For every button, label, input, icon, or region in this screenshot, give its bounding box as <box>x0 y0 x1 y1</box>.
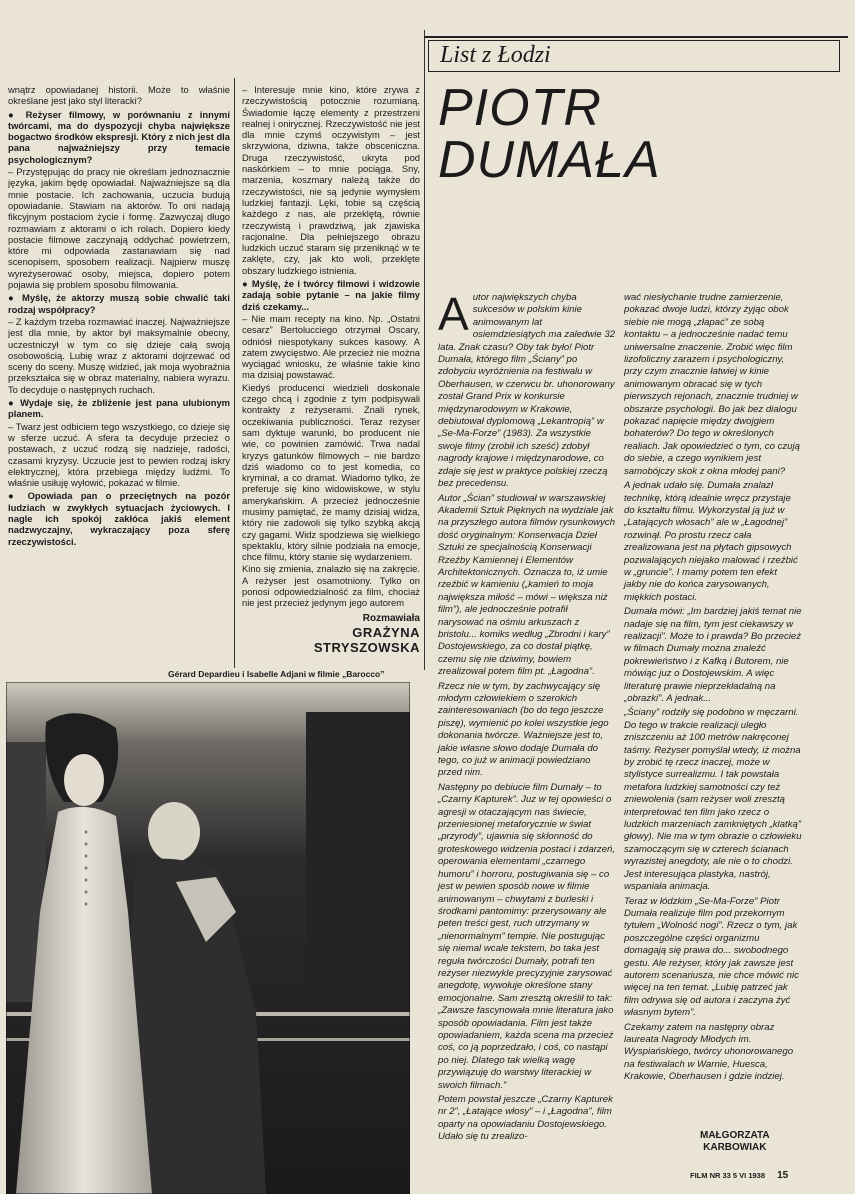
paragraph: Czekamy zatem na następny obraz laureata Nagrody Młodych im. Wyspiańskiego, twórcy uhonorowanego na festiwalach w Warnie, Huesca, Krakowie, Oberhausen i gdzie indziej. <box>624 1021 794 1083</box>
paragraph: utor największych chyba sukcesów w polskim kinie animowanym lat osiemdziesiątych ma zaledwie 32 lata. Znak czasu? Oby tak było! Piotr Dumała, którego film „Ściany” po zdobyciu wyróżnienia na festiwalu w Oberhausen, w czerwcu br. uhonorowany został Grand Prix w konkursie międzynarodowym w Krakowie, debiutował dyplomową „Lekantropią” w „Se-Ma-Forze” (1983). Za wszystkie swoje filmy (zrobił ich sześć) zdobył nagrody krajowe i międzynarodowe, co zdaje się jest w praktyce polskiej rzeczą bez precedensu. <box>438 292 616 490</box>
paragraph: Potem powstał jeszcze „Czarny Kapturek nr 2”, „Łatające włosy” – i „Łagodna”, film oparty na opowiadaniu Dostojewskiego. Udało się tu zrealizo- <box>438 1094 613 1143</box>
paragraph: Kino się zmienia, znalazło się na zakręcie. A reżyser jest osamotniony. Tylko on ponosi odpowiedzialność za film, chociaż nie jest przecież jedynym jego autorem <box>242 563 420 609</box>
paragraph: Autor „Ścian” studiował w warszawskiej Akademii Sztuk Pięknych na wydziale jak na przyszłego autora filmów rysunkowych dość oryginalnym: Konserwacja Dzieł Sztuki ze specjalnością Konserwacji Rzeźby Kamiennej i Elementów Architektonicznych. Oznacza to, iż umie rzeźbić w kamieniu („kamień to moja największa miłość – mówi – większa niż film”), ale jednocześnie potrafił narysować na ośmiu arkuszach z bristolu... komiks według „Zbrodni i kary” Dostojewskiego, za co dostał piątkę, czemu się nie dziwimy, bowiem zrealizował potem film pt. „Łagodna”. <box>438 492 616 678</box>
interview-column-middle <box>242 84 420 655</box>
title-first-name: PIOTR <box>438 79 602 137</box>
paragraph: A jednak udało się. Dumała znalazł technikę, którą idealnie wręcz przystaje do kształtu filmu. Wykorzystał ją już w „Latających włosach” ale w „Łagodnej” rozwinął. Po prostu rzecz cała zrealizowana jest na płytach gipsowych pozwalających niejako malować i rzeźbić w „gruncie”. I mamy potem ten efekt jakby nie do końca zarysowanych, miękkich postaci. <box>624 480 798 603</box>
byline-name-first: GRAŻYNA <box>352 624 420 640</box>
paragraph: wać niesłychanie trudne zamierzenie, pokazać dwoje ludzi, którzy żyjąc obok siebie nie mogą „złapać” ze sobą kontaktu – a jednocześnie nadać temu uniwersalne znaczenie. Zrobić więc film lizofoliczny zarazem i psychologiczny, przy czym znacznie łatwiej w kinie animowanym obracać się w tych pierwszych rejonach, znacznie trudniej w obszarze psychologii. Bo jak bez dialogu pokazać napięcie między dwojgiem bohaterów? Do tego w określonych realiach. Jak opowiedzieć o tym, co czują do siebie, a czego wynikiem jest samobójczy skok z okna młodej pani? <box>624 292 800 477</box>
interview-question: ● Myślę, że aktorzy muszą sobie chwalić taki rodzaj współpracy? <box>8 292 230 315</box>
film-still-illustration <box>6 682 410 1194</box>
interview-question: ● Myślę, że i twórcy filmowi i widzowie zadają sobie pytanie – na jakie filmy dziś czekamy... <box>242 278 420 312</box>
interview-column-left <box>8 84 230 548</box>
page-footer <box>690 1170 788 1181</box>
byline-name-last: STRYSZOWSKA <box>313 639 420 655</box>
interview-question: ● Reżyser filmowy, w porównaniu z innymi twórcami, ma do dyspozycji chyba największe bogactwo środków ekspresji. Który z nich jest dla pana najważniejszy przy temacie psychologicznym? <box>8 108 230 165</box>
article-column-left <box>438 288 616 1146</box>
issue-info: FILM NR 33 5 VI 1938 <box>690 1171 766 1180</box>
interview-byline <box>242 613 420 655</box>
byline-label: Rozmawiała <box>362 612 420 624</box>
paragraph: – Z każdym trzeba rozmawiać inaczej. Najważniejsze jest dla mnie, by aktor był maksymalnie obecny, uczestniczył w tym co się dzieje całą swoją osobowością. Lubię wraz z aktorami dojrzewać od sceny do sceny. Muszę widzieć, jak moja wyobraźnia przekształca się w obraz materialny, nabiera wyrazu. To decyduje o następnych ruchach. <box>8 315 230 395</box>
paragraph: – Przystępując do pracy nie określam jednoznacznie języka, jakim będę opowiadał. Najważniejsze są dla mnie postacie. Ich zachowania, uczucia budują opowiadanie. Stawiam na aktorów. To oni nadają fikcyjnym postaciom życie i formę. Zazwyczaj długo rozmawiam z aktorami o ich rolach. Dopiero kiedy postacie filmowe zaczynają oddychać powietrzem, które mi odpowiada zastanawiam się nad scenopisem, sposobem realizacji. Najpierw muszę wyreżyserować osoby, miejsca, dopiero potem pojawia się problem sposobu filmowania. <box>8 166 230 291</box>
article-author <box>700 1130 770 1154</box>
paragraph: – Nie mam recepty na kino. Np. „Ostatni cesarz” Bertolucciego otrzymał Oscary, odniósł niespotykany sukces kasowy. A zatem zwycięstwo. Ale przecież nie można wyciągać wniosku, że właśnie takie kino ma dzisiaj powstawać. <box>242 312 420 381</box>
column-rule <box>424 30 425 670</box>
paragraph: Dumała mówi: „Im bardziej jakiś temat nie nadaje się na film, tym jest ciekawszy w realizacji”. Może to i prawda? Bo przecież w filmach Dumały można znaleźć pokrewieństwo i z Kafką i Butorem, nie mówiąc juz o Dostojewskim. A więc literaturę prawie nieprzekładalną na „obrazki”. A jednak... <box>624 606 802 704</box>
photo-caption: Gérard Depardieu i Isabelle Adjani w filmie „Barocco” <box>168 669 385 679</box>
header-rule <box>424 36 848 38</box>
section-title: List z Łodzi <box>440 42 551 68</box>
paragraph: wnątrz opowiadanej historii. Może to właśnie określane jest jako styl literacki? <box>8 84 230 107</box>
column-rule <box>234 78 235 668</box>
author-last-name: KARBOWIAK <box>703 1142 767 1153</box>
paragraph: Rzecz nie w tym, by zachwycający się młodym człowiekiem o szerokich zainteresowaniach (bo do tego jeszcze piszę), wymienić po kolei wszystkie jego dokonania twórcze. Ważniejsze jest to, jakie własne słowo dodaje Dumała do tego, co już w animacji powiedziano przed nim. <box>438 680 609 779</box>
paragraph: – Interesuje mnie kino, które zrywa z rzeczywistością potocznie rozumianą. Świadomie łączę elementy z przestrzeni realnej i onirycznej. Rzeczywistość nie jest dla mnie czymś oczywistym – jest skrzywiona, dziwna, także obsceniczna. Druga rzeczywistość, ukryta pod naskórkiem – to mnie pociąga. Sny, marzenia, koszmary należą także do rzeczywistości, nie są jedynie wymysłem ludzkiej fantazji. Lęki, tobie są częścią każdego z nas, ale przeklętą, równie rzeczywistą i prawdziwą, jak zjawiska racjonalne. Dla pełniejszego obrazu ludzkich uczuć staram się przeniknąć w te zaklęte, czy, jak kto woli, przeklęte obszary ludzkiego istnienia. <box>242 84 420 276</box>
paragraph: – Twarz jest odbiciem tego wszystkiego, co dzieje się w sferze uczuć. A sfera ta decyduje przecież o postawach, z uczuć rodzą się nadzieje, radości, czasami kryzysy. Uczucie jest to pewien rodzaj iskry elektrycznej, która przebiega między ludźmi. To właśnie usiłuję wyłowić, pokazać w filmie. <box>8 420 230 489</box>
drop-cap: A <box>438 288 469 340</box>
interview-question: ● Wydaje się, że zbliżenie jest pana ulubionym planem. <box>8 397 230 420</box>
interview-question: ● Opowiada pan o przeciętnych na pozór ludziach w zwykłych sytuacjach życiowych. I nagle ich spokój zakłóca jakiś element nadzwyczajny, wykraczający poza sferę rzeczywistości. <box>8 490 230 547</box>
film-still-photo <box>6 682 410 1194</box>
author-first-name: MAŁGORZATA <box>700 1130 770 1141</box>
paragraph: Teraz w łódzkim „Se-Ma-Forze” Piotr Dumała realizuje film pod przekornym tytułem „Wolność nogi”. Rzecz o tym, jak poszczególne części organizmu domagają się prawa do... swobodnego gestu. Ale reżyser, który jak zawsze jest autorem scenariusza, nie chce mówić nic więcej na ten temat. „Lubię patrzeć jak film odrywa się od autora i zaczyna żyć własnym bytem”. <box>624 895 799 1019</box>
title-last-name: DUMAŁA <box>438 131 661 189</box>
article-column-right <box>624 292 802 1086</box>
paragraph: Kiedyś producenci wiedzieli doskonale czego chcą i zgodnie z tym podpisywali kontrakty z reżyserami. Znali rynek, oczekiwania publiczności. Teraz reżyser sam dyktuje warunki, bo producent nie wie, co powinien zamówić. Trwa nadal kryzys gatunków filmowych – nie bardzo dziś wiadomo co to jest komedia, co kryminał, a co dramat. Wiadomo tylko, że preferuje się kino widowiskowe, w stylu amerykańskim. A przecież jednocześnie musimy pamiętać, że mamy dzisiaj widza, który nie zadowoli się tylko szybką akcją czy gagami. Widz spodziewa się wielkiego spektaklu, który silnie podziała na emocje, chce filmu, który stanie się wydarzeniem. <box>242 381 420 563</box>
page-number: 15 <box>777 1170 789 1181</box>
paragraph: „Ściany” rodziły się podobno w męczarni. Do tego w trakcie realizacji uległo zniszczeniu aż 100 metrów nakręconej taśmy. Reżyser pomyślał wtedy, iż można by zrobić tę rzecz inaczej, może w stylistyce surrealizmu. I tak powstała metafora ludzkiej samotności czy też zniewolenia (sam reżyser woli zresztą interpretować ten film jako rzecz o ludzkich marzeniach zamkniętych „klatką” głowy). Nie ma w tym obrazie o człowieku szamoczącym się w czterech ścianach wyrazistej anegdoty, ale nie o to chodzi. Jest interesująca plastyka, nastrój, wspaniała animacja. <box>624 707 802 893</box>
paragraph: Następny po debiucie film Dumały – to „Czarny Kapturek”. Juz w tej opowieści o agresji w otaczającym nas świecie, przeniesionej metaforycznie w świat „przyrody”, ujawnia się skłonność do groteskowego widzenia postaci i zdarzeń, operowania elementami „czarnego humoru” i horroru, postugiwania się – co jest w pewien sposób nowe w filmie animowanym – chwytami z burleski i środkami pantomimy: przerysowany ale peten treści gest, ruch utrzymany w „nienormalnym” tempie. Nie postugując się niemal wcale tekstem, bo taka jest reguła twórczości Dumały, potrafi ten reżyser niezwykle precyzyjnie zarysować anegdotę, wywołuje określone stany emocjonalne. Sam zresztą określił to tak: „Zawsze fascynowała mnie literatura jako sposób opowiadania. Film jest także opowiadaniem, każda scena ma przecież coś, co ją poprzedzało, i coś, co nastąpi po niej. Dlatego tak wielką wagę przywiązuję do warstwy literackiej w swoich filmach.” <box>438 781 616 1091</box>
article-title <box>438 79 661 189</box>
